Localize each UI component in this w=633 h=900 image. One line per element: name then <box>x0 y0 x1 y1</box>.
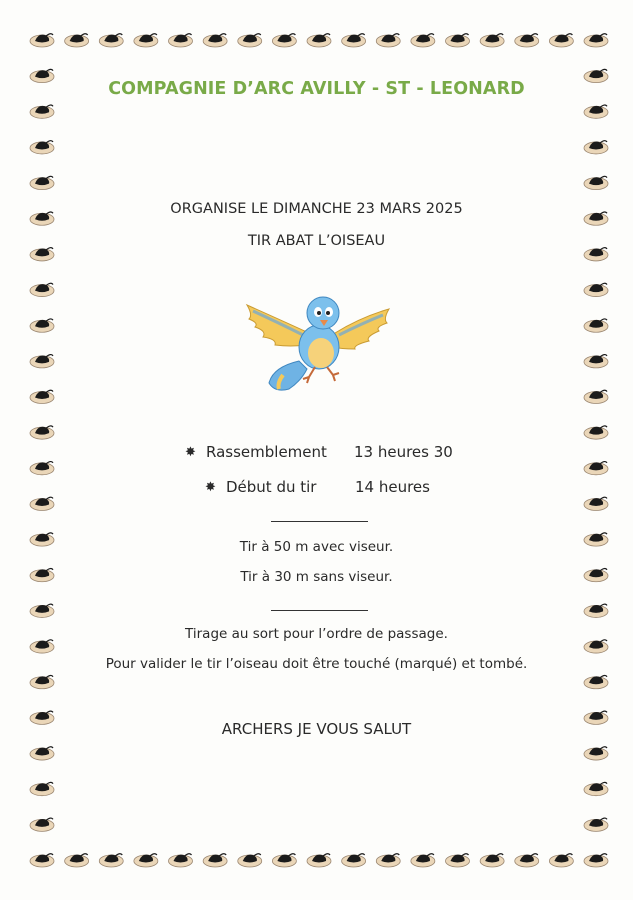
archer-hat-icon <box>30 604 54 617</box>
archer-hat-icon <box>584 212 608 225</box>
archer-hat-icon <box>30 141 54 154</box>
distance-line: Tir à 30 m sans viseur. <box>240 569 393 585</box>
archer-hat-icon <box>584 426 608 439</box>
archer-hat-icon <box>584 319 608 332</box>
archer-hat-icon <box>30 283 54 296</box>
archer-hat-icon <box>584 604 608 617</box>
archer-hat-icon <box>584 818 608 831</box>
archer-hat-icon <box>30 497 54 510</box>
archer-hat-icon <box>30 675 54 688</box>
archer-hat-icon <box>584 462 608 475</box>
archer-hat-icon <box>584 782 608 795</box>
star-bullet-icon: ✸ <box>185 445 196 460</box>
schedule-label: Début du tir <box>226 478 317 496</box>
archer-hat-icon <box>584 176 608 189</box>
archer-hat-icon <box>30 782 54 795</box>
archer-hat-icon <box>584 248 608 261</box>
star-bullet-icon: ✸ <box>205 480 216 495</box>
archer-hat-icon <box>584 105 608 118</box>
archer-hat-icon <box>30 711 54 724</box>
archer-hat-icon <box>30 533 54 546</box>
archer-hat-icon <box>584 854 608 867</box>
archer-hat-icon <box>30 747 54 760</box>
archer-hat-icon <box>30 248 54 261</box>
distance-line: Tir à 50 m avec viseur. <box>239 539 394 555</box>
archer-hat-icon <box>584 355 608 368</box>
archer-hat-icon <box>584 497 608 510</box>
archer-hat-icon <box>30 426 54 439</box>
divider <box>271 521 368 522</box>
rule-line: Pour valider le tir l’oiseau doit être touché (marqué) et tombé. <box>105 656 528 672</box>
archer-hat-icon <box>584 69 608 82</box>
archer-hat-icon <box>30 390 54 403</box>
archer-hat-icon <box>30 69 54 82</box>
archer-hat-icon <box>584 711 608 724</box>
archer-hat-icon <box>584 747 608 760</box>
club-title: COMPAGNIE D’ARC AVILLY - ST - LEONARD <box>108 79 525 99</box>
archer-hat-icon <box>30 568 54 581</box>
archer-hat-icon <box>30 818 54 831</box>
schedule-label: Rassemblement <box>206 443 327 461</box>
closing-salute: ARCHERS JE VOUS SALUT <box>221 720 412 738</box>
archer-hat-icon <box>30 105 54 118</box>
divider <box>271 610 368 611</box>
schedule-time: 14 heures <box>355 478 430 496</box>
bird-illustration <box>243 293 391 399</box>
event-date: ORGANISE LE DIMANCHE 23 MARS 2025 <box>170 201 463 217</box>
flyer-content <box>60 0 573 900</box>
archer-hat-icon <box>584 675 608 688</box>
archer-hat-icon <box>30 854 54 867</box>
archer-hat-icon <box>30 176 54 189</box>
archer-hat-icon <box>30 212 54 225</box>
archer-hat-icon <box>584 390 608 403</box>
archer-hat-icon <box>30 640 54 653</box>
archer-hat-icon <box>30 462 54 475</box>
rule-line: Tirage au sort pour l’ordre de passage. <box>185 626 448 642</box>
event-name: TIR ABAT L’OISEAU <box>247 233 386 249</box>
archer-hat-icon <box>584 640 608 653</box>
archer-hat-icon <box>30 355 54 368</box>
archer-hat-icon <box>584 283 608 296</box>
archer-hat-icon <box>584 141 608 154</box>
archer-hat-icon <box>584 34 608 47</box>
archer-hat-icon <box>584 533 608 546</box>
archer-hat-icon <box>30 34 54 47</box>
schedule-time: 13 heures 30 <box>354 443 453 461</box>
archer-hat-icon <box>584 568 608 581</box>
archer-hat-icon <box>30 319 54 332</box>
